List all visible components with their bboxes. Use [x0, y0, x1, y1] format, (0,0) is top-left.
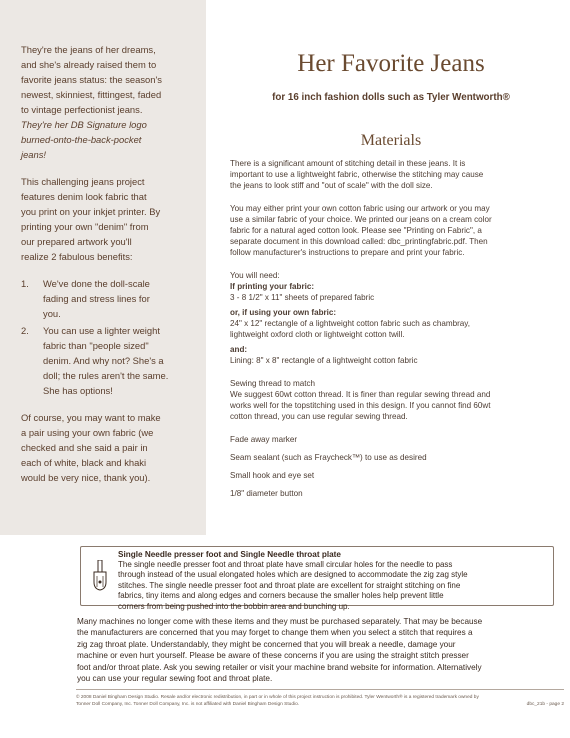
- text-line: works well for the topstitching used in this design. If you cannot find 60wt: [230, 401, 491, 410]
- sidebar-challenge: [21, 174, 199, 264]
- footer: [76, 694, 564, 708]
- thread-heading: Sewing thread to match: [230, 379, 316, 388]
- text-line: You may either print your own cotton fabric using our artwork or you may: [230, 204, 490, 213]
- if-printing-label-text: If printing your fabric:: [230, 282, 315, 291]
- challenge-line: features denim look fabric that: [21, 191, 147, 202]
- page-number: dbc_21b - page 2: [526, 702, 564, 707]
- text-line: important to use a lightweight fabric, otherwise the stitching may cause: [230, 170, 484, 179]
- text-line: lightweight oxford cloth or lightweight cotton twill.: [230, 330, 405, 339]
- if-printing-text: 3 - 8 1/2" x 11" sheets of prepared fabric: [230, 293, 375, 302]
- footer-divider: [76, 689, 564, 690]
- intro-italic-line: jeans!: [21, 149, 47, 160]
- benefit-number: 1.: [21, 278, 29, 289]
- benefit-line: fading and stress lines for: [43, 293, 150, 304]
- page-title: Her Favorite Jeans: [297, 50, 485, 77]
- closing-line: checked and she said a pair in: [21, 442, 148, 453]
- machine-note: [77, 616, 564, 684]
- presser-foot-icon: [91, 560, 109, 592]
- challenge-line: you print on your inkjet printer. By: [21, 206, 161, 217]
- closing-line: would be very nice, thank you).: [21, 472, 151, 483]
- text-line: you can use your regular sewing foot and throat plate.: [77, 674, 273, 684]
- sidebar-panel: [0, 0, 206, 535]
- text-line: use a similar fabric of your choice. We printed our jeans on a cream color: [230, 215, 492, 224]
- text-line: There is a significant amount of stitching detail in these jeans. It is: [230, 159, 466, 168]
- benefit-line: denim. And why not? She's a: [43, 355, 164, 366]
- intro-line: and she's already raised them to: [21, 59, 157, 70]
- tip-title: Single Needle presser foot and Single Needle throat plate: [118, 550, 341, 559]
- and-label-text: and:: [230, 345, 248, 354]
- intro-italic-line: They're her DB Signature logo: [21, 119, 147, 130]
- benefit-item: [21, 323, 199, 398]
- materials-heading: Materials: [360, 132, 422, 149]
- text-line: 24" x 12" rectangle of a lightweight cotton fabric such as chambray,: [230, 319, 470, 328]
- text-line: the jeans to look stiff and "out of scale" with the doll size.: [230, 181, 433, 190]
- footer-trademark: Tonner Doll Company, Inc. Tonner Doll Company, Inc. is not affiliated with Daniel Bingham Design Studio.: [76, 702, 300, 707]
- challenge-line: printing your own "denim" from: [21, 221, 149, 232]
- supply-item: Fade away marker: [230, 435, 298, 444]
- benefit-line: doll; the rules aren't the same.: [43, 370, 169, 381]
- footer-copyright: © 2008 Daniel Bingham Design Studio. Resale and/or electronic redistribution, in part or in whole of this project instruction is prohibited. Tyler Wentworth® is a registered trademark owned by: [76, 695, 479, 700]
- benefit-line: We've done the doll-scale: [43, 278, 150, 289]
- text-line: The single needle presser foot and throat plate have small circular holes for the needle to pass: [118, 560, 453, 569]
- intro-line: favorite jeans status: the season's: [21, 74, 162, 85]
- tip-body: [118, 560, 548, 612]
- text-line: machine or even hurt yourself. Please be aware of these concerns if you are using the straight stitch presser: [77, 651, 469, 661]
- supply-item: 1/8" diameter button: [230, 489, 303, 498]
- benefit-number: 2.: [21, 325, 29, 336]
- closing-line: a pair using your own fabric (we: [21, 427, 154, 438]
- text-line: follow manufacturer's instructions to prepare and print your fabric.: [230, 248, 465, 257]
- lining-text: Lining: 8" x 8" rectangle of a lightweight cotton fabric: [230, 356, 418, 365]
- thread-text: [230, 389, 558, 422]
- benefits-list: [21, 276, 199, 398]
- closing-line: Of course, you may want to make: [21, 412, 161, 423]
- text-line: cotton thread, you can use regular sewing thread.: [230, 412, 408, 421]
- benefit-line: You can use a lighter weight: [43, 325, 160, 336]
- text-line: through instead of the usual elongated holes which are designed to accommodate the zig zag style: [118, 570, 468, 580]
- text-line: Many machines no longer come with these items and they must be purchased separately. That may be because: [77, 617, 483, 626]
- materials-body: [230, 158, 558, 506]
- page-subtitle: for 16 inch fashion dolls such as Tyler Wentworth®: [272, 92, 510, 103]
- text-line: the manufacturers are concerned that you may forget to change them when you select a stitch that requires a: [77, 628, 473, 638]
- benefit-item: [21, 276, 199, 321]
- you-will-need: You will need:: [230, 271, 280, 280]
- if-printing-label: [230, 281, 558, 292]
- tip-box: [80, 546, 564, 611]
- fabric-paragraph: [230, 203, 558, 258]
- benefit-line: She has options!: [43, 385, 113, 396]
- text-line: zig zag throat plate. Understandably, they might be concerned that you will break a needle, damage your: [77, 639, 456, 649]
- text-line: foot and/or throat plate. Ask you sewing retailer or visit your machine brand website for information. Alternatively: [77, 662, 482, 672]
- text-line: corners from being pushed into the bobbin area and bunching up.: [118, 601, 350, 611]
- closing-line: each of white, black and khaki: [21, 457, 147, 468]
- sidebar-closing: [21, 410, 199, 485]
- intro-line: newest, skinniest, fittingest, faded: [21, 89, 162, 100]
- supply-item: Seam sealant (such as Fraycheck™) to use as desired: [230, 453, 427, 462]
- text-line: We suggest 60wt cotton thread. It is finer than regular sewing thread and: [230, 390, 491, 399]
- intro-paragraph: [230, 158, 558, 191]
- and-label: [230, 344, 558, 355]
- challenge-line: our prepared artwork you'll: [21, 236, 132, 247]
- text-line: fabric for a natural aged cotton look. Please see "Printing on Fabric", a: [230, 226, 482, 235]
- intro-italic-line: burned-onto-the-back-pocket: [21, 134, 142, 145]
- benefit-line: you.: [43, 308, 61, 319]
- sidebar-text: [21, 42, 199, 497]
- intro-line: to vintage perfectionist jeans.: [21, 104, 143, 115]
- own-fabric-label: [230, 307, 558, 318]
- challenge-line: This challenging jeans project: [21, 176, 145, 187]
- own-fabric-text: [230, 318, 558, 340]
- own-fabric-label-text: or, if using your own fabric:: [230, 308, 337, 317]
- text-line: stitches. The single needle presser foot and throat plate are excellent for straight stitching on fine: [118, 580, 461, 590]
- text-line: fabrics, tiny items and along edges and corners because the smaller holes help prevent little: [118, 591, 444, 601]
- sidebar-intro: [21, 42, 199, 162]
- benefit-line: fabric than "people sized": [43, 340, 149, 351]
- supply-item: Small hook and eye set: [230, 471, 315, 480]
- intro-line: They're the jeans of her dreams,: [21, 44, 156, 55]
- challenge-line: realize 2 fabulous benefits:: [21, 251, 133, 262]
- text-line: separate document in this download called: dbc_printingfabric.pdf. Then: [230, 237, 488, 246]
